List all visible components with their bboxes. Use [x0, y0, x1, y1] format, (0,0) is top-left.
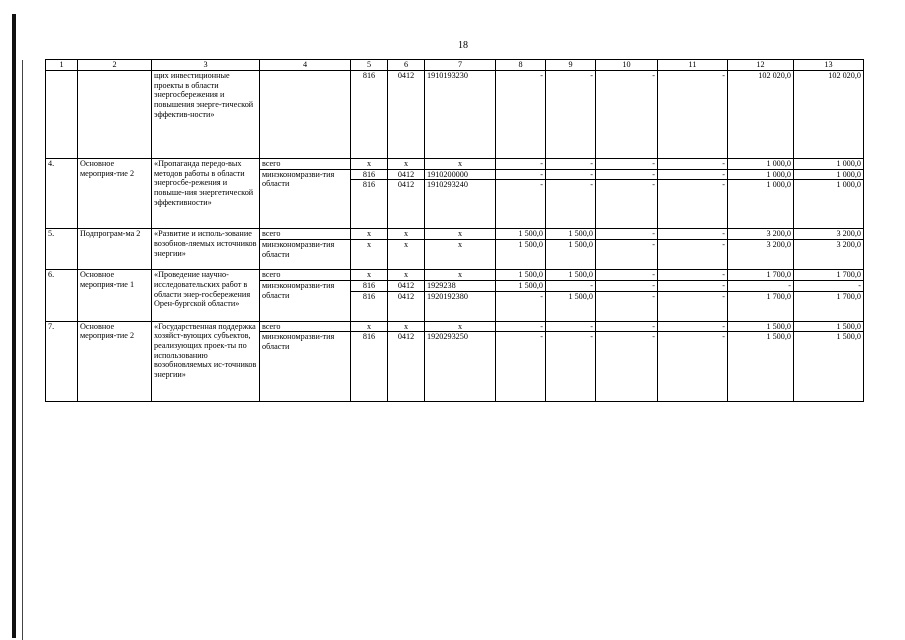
- cell-executor: всего: [260, 270, 351, 281]
- cell-value: 102 020,0: [728, 71, 794, 159]
- cell-grbs: х: [351, 321, 388, 332]
- cell-executor: минэкономразви-тия области: [260, 169, 351, 229]
- cell-rzpr: х: [388, 159, 425, 170]
- cell-csr: 1910200000: [425, 169, 496, 180]
- cell-value: -: [596, 71, 658, 159]
- cell-value: -: [794, 280, 864, 291]
- cell-value: 1 500,0: [794, 321, 864, 332]
- cell-grbs: х: [351, 159, 388, 170]
- cell-grbs: 816: [351, 71, 388, 159]
- cell-value: 1 000,0: [728, 159, 794, 170]
- cell-value: -: [658, 240, 728, 270]
- cell-rzpr: х: [388, 229, 425, 240]
- row-executor: [260, 71, 351, 159]
- cell-value: 1 500,0: [546, 291, 596, 321]
- cell-value: -: [596, 229, 658, 240]
- cell-value: 102 020,0: [794, 71, 864, 159]
- cell-grbs: 816: [351, 332, 388, 402]
- cell-value: -: [658, 291, 728, 321]
- cell-value: -: [546, 169, 596, 180]
- budget-table: [45, 59, 864, 402]
- cell-value: 1 500,0: [794, 332, 864, 402]
- col-header: 12: [728, 60, 794, 71]
- cell-value: -: [496, 332, 546, 402]
- cell-grbs: х: [351, 270, 388, 281]
- cell-value: -: [596, 321, 658, 332]
- cell-value: -: [596, 332, 658, 402]
- cell-value: -: [496, 159, 546, 170]
- table-row: [46, 229, 864, 240]
- cell-value: -: [658, 180, 728, 229]
- cell-rzpr: х: [388, 270, 425, 281]
- cell-value: 3 200,0: [728, 229, 794, 240]
- row-number: 5.: [46, 229, 78, 270]
- row-description: «Проведение научно-исследовательских работ в области энер-госбережения Орен-бургской области»: [152, 270, 260, 321]
- row-number: 4.: [46, 159, 78, 229]
- cell-value: -: [658, 159, 728, 170]
- cell-value: 1 500,0: [496, 229, 546, 240]
- col-header: 7: [425, 60, 496, 71]
- cell-executor: всего: [260, 229, 351, 240]
- cell-value: 1 000,0: [728, 180, 794, 229]
- cell-value: -: [728, 280, 794, 291]
- col-header: 11: [658, 60, 728, 71]
- cell-value: 1 500,0: [546, 229, 596, 240]
- cell-rzpr: 0412: [388, 180, 425, 229]
- cell-csr: х: [425, 240, 496, 270]
- cell-value: 1 000,0: [794, 159, 864, 170]
- table-row: [46, 159, 864, 170]
- row-type: Подпрограм-ма 2: [78, 229, 152, 270]
- col-header: 9: [546, 60, 596, 71]
- cell-rzpr: 0412: [388, 332, 425, 402]
- cell-value: -: [658, 321, 728, 332]
- row-description: «Пропаганда передо-вых методов работы в области энергосбе-режения и повыше-ния энергетической эффективности»: [152, 159, 260, 229]
- cell-value: 1 500,0: [728, 321, 794, 332]
- cell-value: -: [496, 71, 546, 159]
- row-number: [46, 71, 78, 159]
- cell-value: -: [658, 270, 728, 281]
- row-type: [78, 71, 152, 159]
- col-header: 5: [351, 60, 388, 71]
- row-description: щих инвестиционные проекты в области энергосбережения и повышения энерге-тической эффектив-ности»: [152, 71, 260, 159]
- cell-csr: 1920293250: [425, 332, 496, 402]
- cell-csr: 1920192380: [425, 291, 496, 321]
- cell-value: -: [496, 291, 546, 321]
- table-row: [46, 71, 864, 159]
- cell-value: 1 500,0: [496, 280, 546, 291]
- col-header: 6: [388, 60, 425, 71]
- cell-rzpr: 0412: [388, 291, 425, 321]
- cell-value: 1 500,0: [496, 240, 546, 270]
- cell-value: 1 700,0: [794, 270, 864, 281]
- cell-value: 1 500,0: [496, 270, 546, 281]
- cell-value: -: [496, 169, 546, 180]
- cell-executor: минэкономразви-тия области: [260, 240, 351, 270]
- col-header: 10: [596, 60, 658, 71]
- col-header: 8: [496, 60, 546, 71]
- row-number: 6.: [46, 270, 78, 321]
- cell-rzpr: х: [388, 240, 425, 270]
- cell-value: -: [596, 169, 658, 180]
- cell-value: 1 700,0: [728, 291, 794, 321]
- cell-value: -: [596, 159, 658, 170]
- cell-value: 1 000,0: [794, 180, 864, 229]
- cell-value: -: [658, 169, 728, 180]
- cell-value: -: [596, 270, 658, 281]
- cell-value: 3 200,0: [728, 240, 794, 270]
- cell-executor: минэкономразви-тия области: [260, 332, 351, 402]
- col-header: 4: [260, 60, 351, 71]
- cell-value: -: [546, 71, 596, 159]
- cell-value: -: [596, 291, 658, 321]
- cell-value: -: [546, 321, 596, 332]
- row-type: Основное мероприя-тие 2: [78, 321, 152, 402]
- cell-grbs: 816: [351, 291, 388, 321]
- cell-value: -: [596, 280, 658, 291]
- cell-value: -: [546, 180, 596, 229]
- row-number: 7.: [46, 321, 78, 402]
- cell-csr: х: [425, 270, 496, 281]
- cell-value: -: [658, 229, 728, 240]
- cell-csr: х: [425, 321, 496, 332]
- cell-value: 1 500,0: [546, 240, 596, 270]
- cell-grbs: 816: [351, 180, 388, 229]
- binding-edge-line: [22, 60, 23, 640]
- cell-grbs: х: [351, 229, 388, 240]
- header-row: [46, 60, 864, 71]
- cell-value: 1 000,0: [728, 169, 794, 180]
- cell-csr: 1929238: [425, 280, 496, 291]
- cell-value: 1 500,0: [728, 332, 794, 402]
- table-row: [46, 270, 864, 281]
- col-header: 13: [794, 60, 864, 71]
- cell-value: -: [546, 280, 596, 291]
- col-header: 2: [78, 60, 152, 71]
- budget-table-wrap: [45, 59, 863, 402]
- cell-value: 1 500,0: [546, 270, 596, 281]
- cell-csr: х: [425, 229, 496, 240]
- cell-rzpr: 0412: [388, 169, 425, 180]
- cell-value: -: [658, 332, 728, 402]
- cell-rzpr: х: [388, 321, 425, 332]
- cell-executor: всего: [260, 159, 351, 170]
- row-type: Основное мероприя-тие 2: [78, 159, 152, 229]
- cell-grbs: х: [351, 240, 388, 270]
- row-type: Основное мероприя-тие 1: [78, 270, 152, 321]
- cell-csr: 1910293240: [425, 180, 496, 229]
- binding-edge: [12, 14, 16, 638]
- cell-grbs: 816: [351, 280, 388, 291]
- cell-value: -: [658, 71, 728, 159]
- row-description: «Развитие и исполь-зование возобнов-ляемых источников энергии»: [152, 229, 260, 270]
- cell-executor: всего: [260, 321, 351, 332]
- cell-value: 3 200,0: [794, 229, 864, 240]
- col-header: 1: [46, 60, 78, 71]
- cell-value: 3 200,0: [794, 240, 864, 270]
- page-number: 18: [458, 40, 468, 51]
- cell-value: -: [496, 321, 546, 332]
- cell-csr: х: [425, 159, 496, 170]
- col-header: 3: [152, 60, 260, 71]
- cell-value: -: [496, 180, 546, 229]
- cell-value: 1 700,0: [728, 270, 794, 281]
- cell-grbs: 816: [351, 169, 388, 180]
- cell-value: -: [596, 180, 658, 229]
- table-row: [46, 321, 864, 332]
- row-description: «Государственная поддержка хозяйст-вующих субъектов, реализующих проек-ты по использованию возобновляемых ис-точников энергии»: [152, 321, 260, 402]
- cell-value: -: [546, 159, 596, 170]
- cell-rzpr: 0412: [388, 280, 425, 291]
- cell-executor: минэкономразви-тия области: [260, 280, 351, 321]
- cell-value: -: [596, 240, 658, 270]
- cell-csr: 1910193230: [425, 71, 496, 159]
- cell-rzpr: 0412: [388, 71, 425, 159]
- cell-value: 1 000,0: [794, 169, 864, 180]
- cell-value: -: [546, 332, 596, 402]
- cell-value: -: [658, 280, 728, 291]
- cell-value: 1 700,0: [794, 291, 864, 321]
